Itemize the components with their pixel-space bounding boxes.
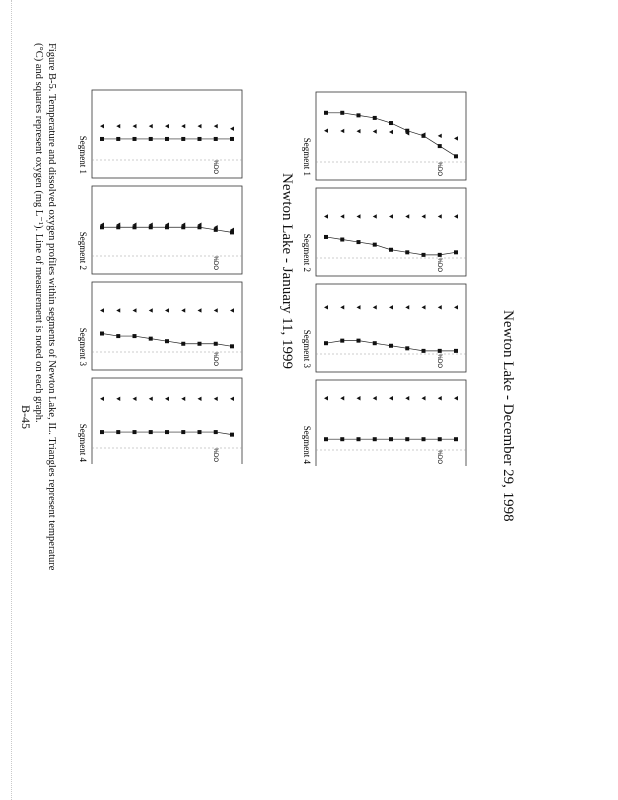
oxygen-point: [454, 349, 458, 353]
temperature-point: [422, 214, 426, 218]
temperature-point: [340, 129, 344, 133]
temperature-point: [389, 130, 393, 134]
temperature-point: [389, 396, 393, 400]
oxygen-point: [324, 111, 328, 115]
oxygen-point: [340, 238, 344, 242]
temperature-point: [116, 308, 120, 312]
oxygen-point: [230, 433, 234, 437]
panel-frame: [92, 186, 242, 274]
temperature-point: [214, 124, 218, 128]
temperature-point: [230, 127, 234, 131]
figure-caption-line-2: (°C) and squares represent oxygen (mg L⁻¹). Line of measurement is noted on each graph.: [33, 43, 44, 423]
temperature-point: [198, 308, 202, 312]
temperature-point: [214, 308, 218, 312]
oxygen-point: [357, 113, 361, 117]
oxygen-point: [324, 437, 328, 441]
figure-caption-line-1: Figure B-5. Temperature and dissolved oxygen profiles within segments of Newton Lake, IL. Triangles represent temperature: [46, 43, 57, 571]
temperature-point: [116, 124, 120, 128]
oxygen-point: [373, 341, 377, 345]
oxygen-point: [357, 437, 361, 441]
panel-label: Segment 2: [302, 233, 312, 272]
temperature-point: [165, 308, 169, 312]
oxygen-point: [438, 349, 442, 353]
temperature-point: [340, 305, 344, 309]
panel-label: Segment 3: [302, 329, 312, 368]
temperature-point: [100, 397, 104, 401]
temperature-point: [149, 308, 153, 312]
temperature-point: [357, 305, 361, 309]
panel-frame: [92, 90, 242, 178]
oxygen-point: [438, 437, 442, 441]
oxygen-point: [100, 430, 104, 434]
oxygen-point: [116, 334, 120, 338]
page-number: B-45: [19, 405, 33, 429]
temperature-point: [405, 214, 409, 218]
panel-axis-label: %DO: [436, 257, 442, 272]
oxygen-point: [454, 250, 458, 254]
panel-frame: [316, 188, 466, 276]
panel-label: Segment 3: [78, 327, 88, 366]
panel-label: Segment 2: [78, 231, 88, 270]
temperature-point: [133, 308, 137, 312]
oxygen-point: [454, 154, 458, 158]
oxygen-point: [389, 437, 393, 441]
oxygen-point: [116, 137, 120, 141]
oxygen-point: [340, 339, 344, 343]
temperature-point: [405, 305, 409, 309]
temperature-point: [373, 214, 377, 218]
oxygen-point: [149, 137, 153, 141]
temperature-point: [438, 305, 442, 309]
panel-top-2: [302, 188, 466, 276]
oxygen-point: [133, 430, 137, 434]
oxygen-point: [133, 137, 137, 141]
panel-label: Segment 1: [302, 137, 312, 176]
temperature-point: [230, 308, 234, 312]
temperature-point: [357, 129, 361, 133]
oxygen-point: [357, 339, 361, 343]
temperature-point: [181, 397, 185, 401]
temperature-point: [324, 129, 328, 133]
oxygen-point: [389, 248, 393, 252]
panel-axis-label: %DO: [436, 449, 442, 464]
oxygen-point: [438, 253, 442, 257]
temperature-point: [454, 136, 458, 140]
oxygen-point: [438, 144, 442, 148]
temperature-point: [181, 124, 185, 128]
temperature-point: [454, 214, 458, 218]
oxygen-point: [405, 250, 409, 254]
oxygen-point: [324, 341, 328, 345]
temperature-point: [422, 396, 426, 400]
title-top: Newton Lake - December 29, 1998: [500, 310, 516, 522]
temperature-point: [181, 308, 185, 312]
oxygen-point: [373, 437, 377, 441]
panel-frame: [316, 284, 466, 372]
oxygen-point: [198, 137, 202, 141]
temperature-point: [149, 397, 153, 401]
panel-label: Segment 4: [302, 425, 312, 464]
temperature-point: [405, 396, 409, 400]
temperature-point: [357, 396, 361, 400]
oxygen-point: [389, 121, 393, 125]
temperature-point: [454, 305, 458, 309]
oxygen-point: [181, 137, 185, 141]
oxygen-point: [422, 437, 426, 441]
oxygen-point: [198, 430, 202, 434]
temperature-point: [100, 124, 104, 128]
panel-bottom-4: [78, 378, 242, 464]
oxygen-point: [357, 240, 361, 244]
temperature-point: [373, 396, 377, 400]
oxygen-point: [230, 344, 234, 348]
panel-bottom-2: [78, 186, 242, 274]
temperature-point: [340, 396, 344, 400]
panel-row-top: [271, 86, 486, 466]
panel-bottom-3: [78, 282, 242, 370]
oxygen-point: [389, 344, 393, 348]
oxygen-profile-line: [326, 113, 456, 157]
panel-top-1: [302, 92, 466, 180]
temperature-point: [324, 396, 328, 400]
temperature-point: [422, 305, 426, 309]
temperature-point: [149, 124, 153, 128]
temperature-point: [438, 214, 442, 218]
panel-label: Segment 4: [78, 423, 88, 462]
oxygen-point: [116, 430, 120, 434]
oxygen-point: [165, 339, 169, 343]
temperature-point: [230, 397, 234, 401]
panel-axis-label: %DO: [212, 159, 218, 174]
temperature-point: [438, 396, 442, 400]
temperature-point: [116, 397, 120, 401]
oxygen-point: [340, 111, 344, 115]
oxygen-point: [214, 137, 218, 141]
temperature-point: [133, 397, 137, 401]
panel-frame: [316, 92, 466, 180]
temperature-point: [133, 124, 137, 128]
oxygen-point: [181, 430, 185, 434]
panel-label: Segment 1: [78, 135, 88, 174]
panel-row-bottom: [47, 84, 262, 464]
panel-frame: [92, 378, 242, 464]
panel-top-3: [302, 284, 466, 372]
panel-axis-label: %DO: [436, 161, 442, 176]
temperature-point: [165, 124, 169, 128]
title-bottom: Newton Lake - January 11, 1999: [279, 173, 295, 370]
oxygen-point: [149, 430, 153, 434]
oxygen-point: [230, 137, 234, 141]
temperature-point: [357, 214, 361, 218]
oxygen-point: [454, 437, 458, 441]
panel-axis-label: %DO: [212, 255, 218, 270]
temperature-point: [214, 397, 218, 401]
panel-frame: [92, 282, 242, 370]
temperature-point: [438, 134, 442, 138]
temperature-point: [198, 397, 202, 401]
oxygen-point: [181, 342, 185, 346]
oxygen-point: [405, 437, 409, 441]
temperature-point: [389, 305, 393, 309]
temperature-point: [373, 305, 377, 309]
oxygen-point: [214, 342, 218, 346]
temperature-point: [373, 129, 377, 133]
oxygen-point: [405, 346, 409, 350]
oxygen-point: [373, 116, 377, 120]
panel-axis-label: %DO: [436, 353, 442, 368]
temperature-point: [389, 214, 393, 218]
oxygen-profile-line: [326, 237, 456, 255]
oxygen-point: [133, 334, 137, 338]
panel-top-4: [302, 380, 466, 466]
temperature-point: [100, 308, 104, 312]
panel-axis-label: %DO: [212, 447, 218, 462]
temperature-point: [340, 214, 344, 218]
plot-grid-top: [276, 86, 486, 466]
oxygen-point: [373, 243, 377, 247]
oxygen-point: [324, 235, 328, 239]
panel-axis-label: %DO: [212, 351, 218, 366]
oxygen-point: [422, 349, 426, 353]
temperature-point: [198, 124, 202, 128]
oxygen-point: [100, 332, 104, 336]
temperature-point: [165, 397, 169, 401]
oxygen-point: [149, 337, 153, 341]
oxygen-point: [214, 430, 218, 434]
oxygen-point: [165, 430, 169, 434]
margin-marks: [3, 0, 12, 800]
oxygen-point: [422, 253, 426, 257]
oxygen-point: [100, 137, 104, 141]
oxygen-point: [198, 342, 202, 346]
oxygen-point: [165, 137, 169, 141]
oxygen-point: [340, 437, 344, 441]
plot-grid-bottom: [52, 84, 262, 464]
temperature-point: [324, 305, 328, 309]
temperature-point: [454, 396, 458, 400]
panel-frame: [316, 380, 466, 466]
panel-bottom-1: [78, 90, 242, 178]
temperature-point: [324, 214, 328, 218]
